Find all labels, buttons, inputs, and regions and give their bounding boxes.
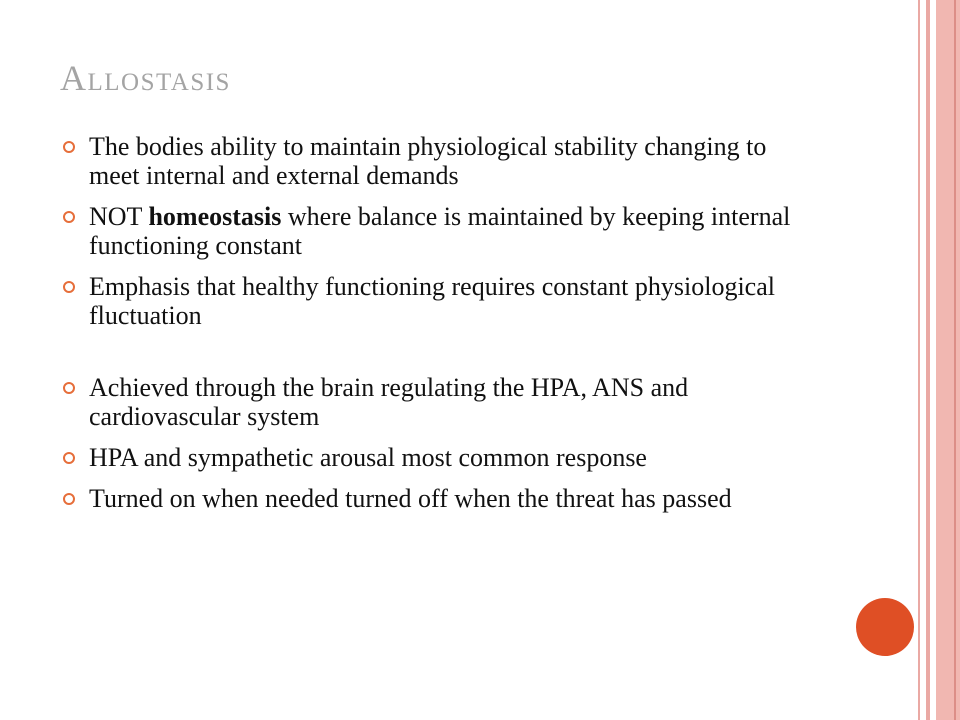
bullet-item [60, 484, 820, 513]
decorative-stripe [926, 0, 930, 720]
bullet-emphasis-homeostasis: homeostasis [148, 202, 282, 231]
bullet-circle-icon [63, 281, 75, 293]
bullet-text-prefix: NOT [89, 202, 149, 231]
bullet-text: The bodies ability to maintain physiological stability changing to meet internal and external demands [89, 132, 767, 190]
decorative-stripe [936, 0, 960, 720]
bullet-circle-icon [63, 493, 75, 505]
slide-title: Allostasis [60, 58, 231, 98]
bullet-circle-icon [63, 452, 75, 464]
bullet-list [60, 132, 820, 513]
bullet-text: Emphasis that healthy functioning requires constant physiological fluctuation [89, 272, 775, 330]
bullet-text [89, 202, 820, 260]
bullet-item [60, 132, 820, 190]
bullet-item [60, 373, 820, 431]
bullet-text-suffix: where balance is maintained by keeping internal functioning constant [89, 202, 791, 260]
bullet-item [60, 443, 820, 472]
bullet-item [60, 272, 820, 330]
accent-circle [856, 598, 914, 656]
bullet-item [60, 202, 820, 260]
bullet-text: HPA and sympathetic arousal most common response [89, 443, 647, 472]
decorative-stripe [954, 0, 956, 720]
bullet-text: Turned on when needed turned off when the threat has passed [89, 484, 732, 513]
bullet-text: Achieved through the brain regulating the HPA, ANS and cardiovascular system [89, 373, 689, 431]
decorative-stripe [918, 0, 920, 720]
bullet-circle-icon [63, 141, 75, 153]
bullet-circle-icon [63, 211, 75, 223]
bullet-circle-icon [63, 382, 75, 394]
